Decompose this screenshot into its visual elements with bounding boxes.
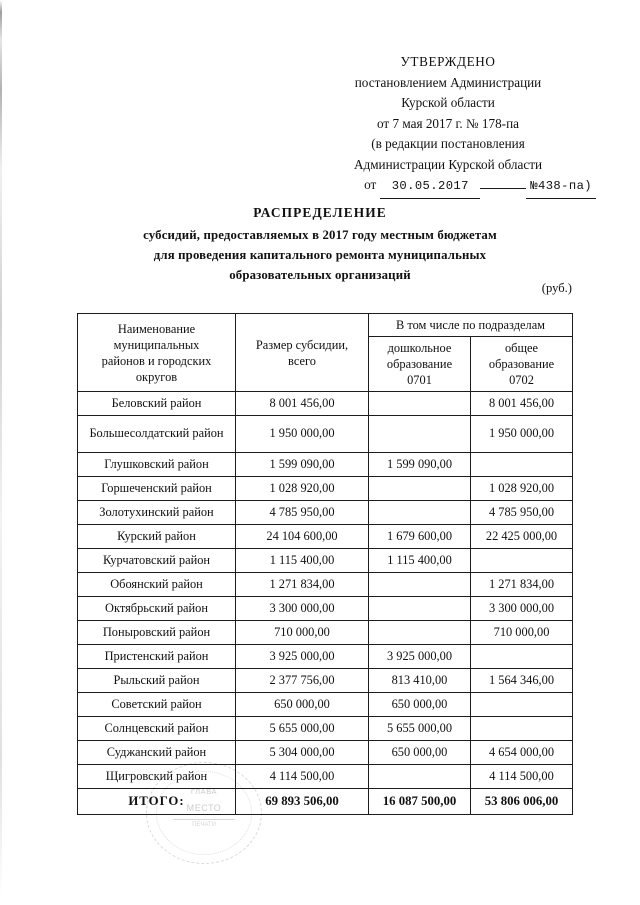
cell-municipality-name: Золотухинский район (78, 501, 236, 525)
cell-subsidy-total: 3 925 000,00 (236, 645, 369, 669)
cell-subsidy-total: 8 001 456,00 (236, 392, 369, 416)
table-header-row-1 (78, 314, 573, 337)
approval-line-2: постановлением Администрации (354, 74, 542, 90)
total-subsidy-total: 69 893 506,00 (236, 789, 369, 815)
col-header-general-l2: образование (488, 357, 555, 371)
cell-subsidy-total: 710 000,00 (236, 621, 369, 645)
cell-general-0702: 4 114 500,00 (471, 765, 573, 789)
title-line-3: для проведения капитального ремонта муниципальных (153, 248, 487, 262)
col-header-total (236, 314, 369, 392)
cell-subsidy-total: 1 599 090,00 (236, 453, 369, 477)
subsidies-table (77, 313, 573, 815)
cell-preschool-0701: 1 679 600,00 (369, 525, 471, 549)
col-header-total-l1: Размер субсидии, (255, 337, 349, 352)
cell-general-0702: 1 271 834,00 (471, 573, 573, 597)
cell-municipality-name: Глушковский район (78, 453, 236, 477)
cell-general-0702: 1 028 920,00 (471, 477, 573, 501)
col-header-preschool (369, 337, 471, 392)
table-head (78, 314, 573, 392)
approval-line-4: от 7 мая 2017 г. № 178-па (377, 115, 519, 131)
cell-preschool-0701: 650 000,00 (369, 693, 471, 717)
stamp-line-2: МЕСТО (186, 803, 222, 813)
cell-preschool-0701 (369, 392, 471, 416)
cell-preschool-0701: 3 925 000,00 (369, 645, 471, 669)
cell-municipality-name: Обоянский район (78, 573, 236, 597)
col-header-name-l3: районов и городских (101, 353, 212, 368)
table-row (78, 597, 573, 621)
units-note: (руб.) (541, 281, 572, 295)
table-row (78, 453, 573, 477)
cell-municipality-name: Советский район (78, 693, 236, 717)
col-header-general (471, 337, 573, 392)
table-row (78, 549, 573, 573)
cell-municipality-name: Горшеченский район (78, 477, 236, 501)
cell-general-0702: 710 000,00 (471, 621, 573, 645)
cell-preschool-0701 (369, 416, 471, 453)
table-row (78, 525, 573, 549)
total-preschool-0701: 16 087 500,00 (369, 789, 471, 815)
approval-line-6: Администрации Курской области (353, 156, 543, 172)
cell-subsidy-total: 2 377 756,00 (236, 669, 369, 693)
cell-preschool-0701 (369, 573, 471, 597)
table-row (78, 717, 573, 741)
col-header-total-l2: всего (288, 353, 316, 368)
cell-general-0702: 4 785 950,00 (471, 501, 573, 525)
col-header-name-l1: Наименование (117, 321, 196, 336)
approval-line-5: (в редакции постановления (371, 136, 525, 151)
cell-subsidy-total: 1 028 920,00 (236, 477, 369, 501)
cell-general-0702 (471, 549, 573, 573)
cell-preschool-0701: 1 599 090,00 (369, 453, 471, 477)
cell-municipality-name: Курчатовский район (78, 549, 236, 573)
cell-municipality-name: Беловский район (78, 392, 236, 416)
stamp-divider (173, 819, 235, 820)
title-line-1: РАСПРЕДЕЛЕНИЕ (253, 205, 387, 220)
cell-preschool-0701 (369, 621, 471, 645)
cell-subsidy-total: 4 114 500,00 (236, 765, 369, 789)
col-header-preschool-l1: дошкольное (387, 341, 452, 355)
cell-subsidy-total: 5 655 000,00 (236, 717, 369, 741)
cell-subsidy-total: 3 300 000,00 (236, 597, 369, 621)
cell-municipality-name: Суджанский район (78, 741, 236, 765)
approval-line-3: Курской области (401, 95, 495, 110)
col-header-general-l1: общее (504, 341, 539, 355)
cell-municipality-name: Щигровский район (78, 765, 236, 789)
table-row (78, 416, 573, 453)
stamp-inner-ring (156, 771, 252, 855)
cell-subsidy-total: 1 115 400,00 (236, 549, 369, 573)
approval-amendment-line (300, 175, 596, 199)
cell-preschool-0701: 650 000,00 (369, 741, 471, 765)
cell-preschool-0701 (369, 477, 471, 501)
stamp-line-1: ГЛАВА (190, 787, 218, 796)
title-line-2: субсидий, предоставляемых в 2017 году местным бюджетам (143, 228, 497, 242)
table-row (78, 645, 573, 669)
scan-edge-artifact (0, 0, 2, 905)
total-general-0702: 53 806 006,00 (471, 789, 573, 815)
stamp-line-3: ПЕЧАТИ (192, 822, 216, 828)
cell-subsidy-total: 5 304 000,00 (236, 741, 369, 765)
approval-heading: УТВЕРЖДЕНО (400, 54, 496, 69)
col-header-name (78, 314, 236, 392)
table-row (78, 501, 573, 525)
cell-general-0702: 8 001 456,00 (471, 392, 573, 416)
cell-municipality-name: Поныровский район (78, 621, 236, 645)
table-row (78, 573, 573, 597)
cell-preschool-0701 (369, 501, 471, 525)
table-row (78, 693, 573, 717)
cell-preschool-0701 (369, 597, 471, 621)
cell-preschool-0701 (369, 765, 471, 789)
col-header-preschool-l3: 0701 (407, 373, 432, 387)
official-stamp (146, 762, 262, 864)
cell-subsidy-total: 24 104 600,00 (236, 525, 369, 549)
cell-municipality-name: Октябрьский район (78, 597, 236, 621)
col-header-preschool-l2: образование (386, 357, 453, 371)
col-header-name-l2: муниципальных (113, 337, 200, 352)
table-body (78, 392, 573, 815)
cell-general-0702: 4 654 000,00 (471, 741, 573, 765)
col-header-general-l3: 0702 (509, 373, 534, 387)
cell-preschool-0701: 813 410,00 (369, 669, 471, 693)
approval-blank-rule (480, 188, 526, 189)
cell-preschool-0701: 5 655 000,00 (369, 717, 471, 741)
cell-subsidy-total: 650 000,00 (236, 693, 369, 717)
cell-municipality-name: Пристенский район (78, 645, 236, 669)
page-title (70, 203, 570, 285)
table-row (78, 392, 573, 416)
col-header-group: В том числе по подразделам (369, 314, 573, 337)
approval-block (300, 52, 596, 199)
cell-general-0702: 3 300 000,00 (471, 597, 573, 621)
approval-ot-label: от (364, 177, 377, 192)
total-label: ИТОГО: (78, 789, 236, 815)
cell-municipality-name: Большесолдатский район (78, 416, 236, 453)
subsidies-table-wrapper (77, 313, 572, 815)
table-row (78, 621, 573, 645)
col-header-name-l4: округов (135, 369, 178, 384)
cell-subsidy-total: 1 271 834,00 (236, 573, 369, 597)
cell-municipality-name: Солнцевский район (78, 717, 236, 741)
table-row (78, 765, 573, 789)
approval-date-field: 30.05.2017 (380, 176, 480, 199)
table-row (78, 477, 573, 501)
cell-general-0702: 1 564 346,00 (471, 669, 573, 693)
cell-general-0702 (471, 645, 573, 669)
cell-general-0702 (471, 453, 573, 477)
cell-general-0702 (471, 693, 573, 717)
cell-subsidy-total: 1 950 000,00 (236, 416, 369, 453)
table-row (78, 669, 573, 693)
cell-general-0702: 22 425 000,00 (471, 525, 573, 549)
cell-municipality-name: Рыльский район (78, 669, 236, 693)
cell-municipality-name: Курский район (78, 525, 236, 549)
table-row (78, 741, 573, 765)
cell-preschool-0701: 1 115 400,00 (369, 549, 471, 573)
approval-number-field: №438-па) (526, 176, 596, 199)
title-line-4: образовательных организаций (229, 268, 411, 282)
cell-general-0702 (471, 717, 573, 741)
cell-subsidy-total: 4 785 950,00 (236, 501, 369, 525)
cell-general-0702: 1 950 000,00 (471, 416, 573, 453)
